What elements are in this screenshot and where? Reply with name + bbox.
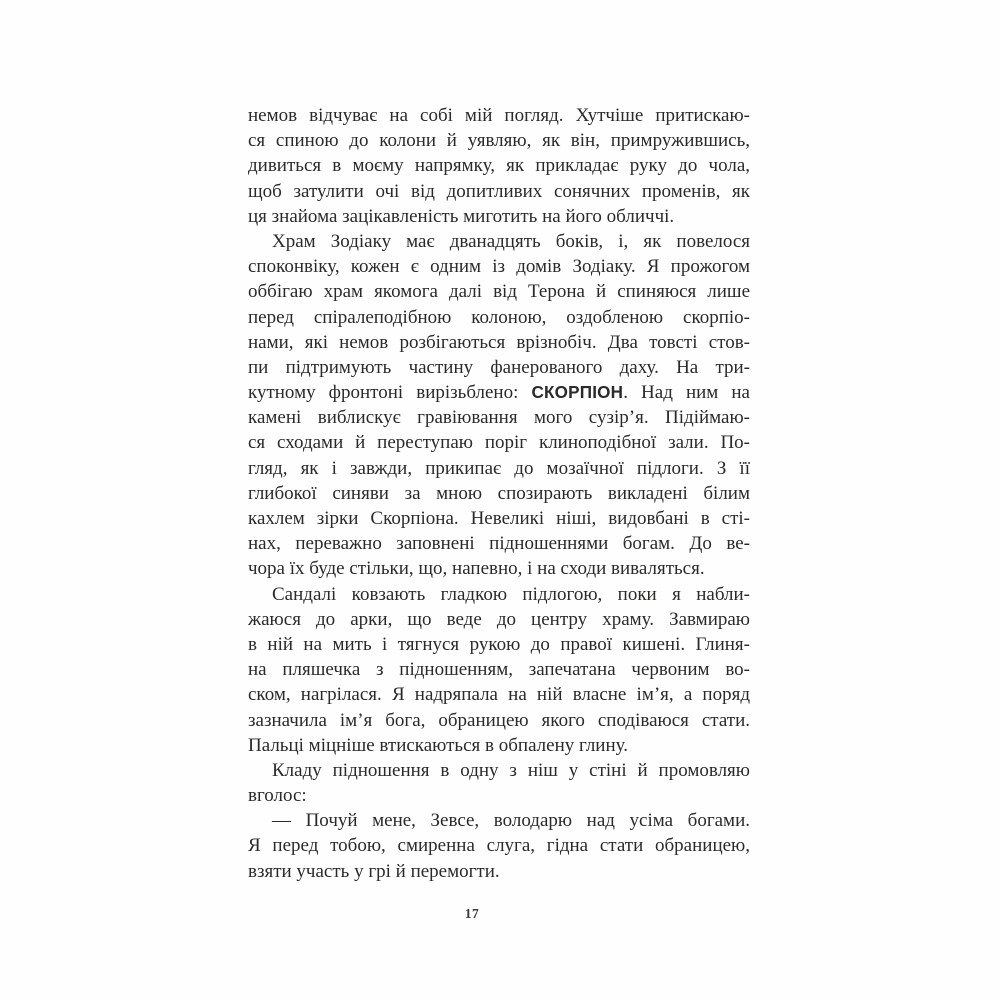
paragraph (248, 582, 750, 758)
text-line: нами, які немов розбігаються врізнобіч. Два товсті стов- (248, 331, 750, 353)
text-line: вголос: (248, 785, 307, 807)
page-number: 17 (464, 906, 480, 921)
text-line: перед спіралеподібною колоною, оздобленою скорпіо- (248, 306, 750, 328)
paragraph (248, 103, 750, 229)
text-line: жаюся до арки, що веде до центру храму. Завмираю (248, 608, 750, 630)
text-line: Храм Зодіаку має дванадцять боків, і, як повелося (272, 230, 750, 252)
text-line: Пальці міцніше втискаються в обпалену глину. (248, 734, 628, 756)
text-line: немов відчуває на собі мій погляд. Хутчіше притискаю- (248, 105, 750, 126)
page-text (248, 103, 750, 884)
text-line: на пляшечка з підношенням, запечатана червоним во- (248, 659, 750, 681)
text-line: споконвіку, кожен є одним із домів Зодіаку. Я прожогом (248, 256, 750, 278)
paragraph (248, 758, 750, 808)
text-line: кахлем зірки Скорпіона. Невеликі ніші, видовбані в сті- (248, 508, 750, 529)
text-line: ском, нагрілася. Я надряпала на ній власне ім’я, а поряд (248, 684, 750, 706)
text-line: взяти участь у грі й перемогти. (248, 860, 500, 882)
text-line: Сандалі ковзають гладкою підлогою, поки я набли- (272, 583, 750, 605)
text-line: — Почуй мене, Зевсе, володарю над усіма богами. (272, 810, 750, 832)
text-line: Я перед тобою, смиренна слуга, гідна стати обраницею, (248, 835, 750, 857)
text-line: оббігаю храм якомога далі від Терона й спиняюся лише (248, 281, 750, 303)
text-line: зазначила ім’я бога, обраницею якого сподіваюся стати. (248, 709, 750, 731)
text-line: Кладу підношення в одну з ніш у стіні й промовляю (272, 759, 750, 781)
text-line: ця знайома зацікавленість миготить на його обличчі. (248, 205, 675, 227)
text-line: пи підтримують частину фанерованого даху. На три- (248, 356, 750, 378)
text-line: в ній на мить і тягнуся рукою до правої кишені. Глиня- (248, 633, 750, 655)
text-line: ся сходами й переступаю поріг клиноподібної зали. По- (248, 432, 750, 454)
text-line: дивиться в моєму напрямку, як прикладає руку до чола, (248, 155, 750, 177)
text-line: ся спиною до колони й уявляю, як він, примружившись, (248, 130, 750, 152)
paragraph (248, 808, 750, 884)
text-line: глибокої синяви за мною спозирають викладені білим (248, 482, 750, 504)
text-line: кутному фронтоні вирізьблено: СКОРПІОН. Над ним на (248, 382, 750, 404)
paragraph (248, 229, 750, 582)
text-line: камені виблискує гравіювання мого сузір’я. Підіймаю- (248, 407, 750, 429)
zodiac-sign-bold-text: СКОРПІОН (531, 383, 624, 403)
text-line: нах, переважно заповнені підношеннями богам. До ве- (248, 533, 750, 555)
text-line: гляд, як і завжди, прикипає до мозаїчної підлоги. З її (248, 457, 750, 479)
text-line: чора їх буде стільки, що, напевно, і на сходи виваляться. (248, 558, 705, 580)
text-line: щоб затулити очі від допитливих сонячних променів, як (248, 180, 750, 202)
